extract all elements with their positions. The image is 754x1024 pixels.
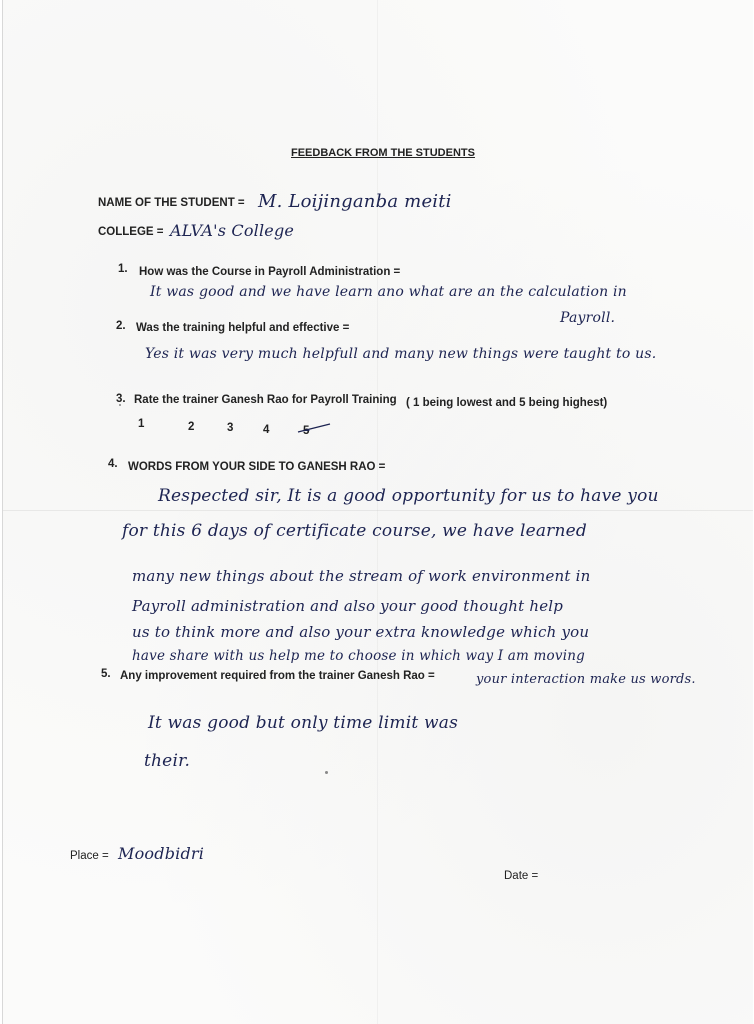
question-1-text: How was the Course in Payroll Administration = xyxy=(139,266,401,278)
question-1-number: 1. xyxy=(118,263,128,275)
rating-option-3: 3 xyxy=(227,422,234,434)
date-label: Date = xyxy=(504,870,539,882)
rating-option-5-selected: 5 xyxy=(303,425,310,437)
question-5-number: 5. xyxy=(101,668,111,680)
question-5-text: Any improvement required from the trainer Ganesh Rao = xyxy=(120,670,435,682)
place-label: Place = xyxy=(70,850,109,862)
college-value: ALVA's College xyxy=(170,221,295,240)
question-4-text: WORDS FROM YOUR SIDE TO GANESH RAO = xyxy=(128,461,386,473)
question-2-text: Was the training helpful and effective = xyxy=(136,322,350,334)
answer-4-line-6: have share with us help me to choose in which way I am moving xyxy=(132,648,585,664)
rating-scale-note: ( 1 being lowest and 5 being highest) xyxy=(406,397,608,409)
answer-4-line-2: for this 6 days of certificate course, we have learned xyxy=(122,521,588,541)
answer-1-line-1: It was good and we have learn ano what are an the calculation in xyxy=(150,284,627,300)
answer-4-line-3: many new things about the stream of work environment in xyxy=(132,567,591,585)
form-heading: FEEDBACK FROM THE STUDENTS xyxy=(291,147,475,159)
answer-4-line-1: Respected sir, It is a good opportunity for us to have you xyxy=(158,486,659,506)
paper-crease xyxy=(3,510,753,511)
student-name-label: NAME OF THE STUDENT = xyxy=(98,197,245,209)
question-4-number: 4. xyxy=(108,458,118,470)
answer-4-line-7: your interaction make us words. xyxy=(476,672,696,687)
paper-speck xyxy=(325,771,328,774)
question-3-number: 3. xyxy=(116,393,126,405)
answer-4-line-4: Payroll administration and also your good thought help xyxy=(132,597,564,615)
question-2-number: 2. xyxy=(116,320,126,332)
answer-5-line-2: their. xyxy=(144,751,191,771)
college-label: COLLEGE = xyxy=(98,226,164,238)
answer-1-line-2: Payroll. xyxy=(560,310,616,326)
answer-5-line-1: It was good but only time limit was xyxy=(148,713,459,733)
rating-option-2: 2 xyxy=(188,421,195,433)
student-name-value: M. Loijinganba meiti xyxy=(258,191,452,212)
place-value: Moodbidri xyxy=(118,844,205,863)
answer-4-line-5: us to think more and also your extra knowledge which you xyxy=(132,623,590,641)
answer-2-line-1: Yes it was very much helpfull and many new things were taught to us. xyxy=(145,346,657,362)
rating-selection-mark xyxy=(296,420,332,436)
rating-option-4: 4 xyxy=(263,424,270,436)
rating-option-1: 1 xyxy=(138,418,145,430)
question-3-text: Rate the trainer Ganesh Rao for Payroll Training xyxy=(134,394,397,406)
